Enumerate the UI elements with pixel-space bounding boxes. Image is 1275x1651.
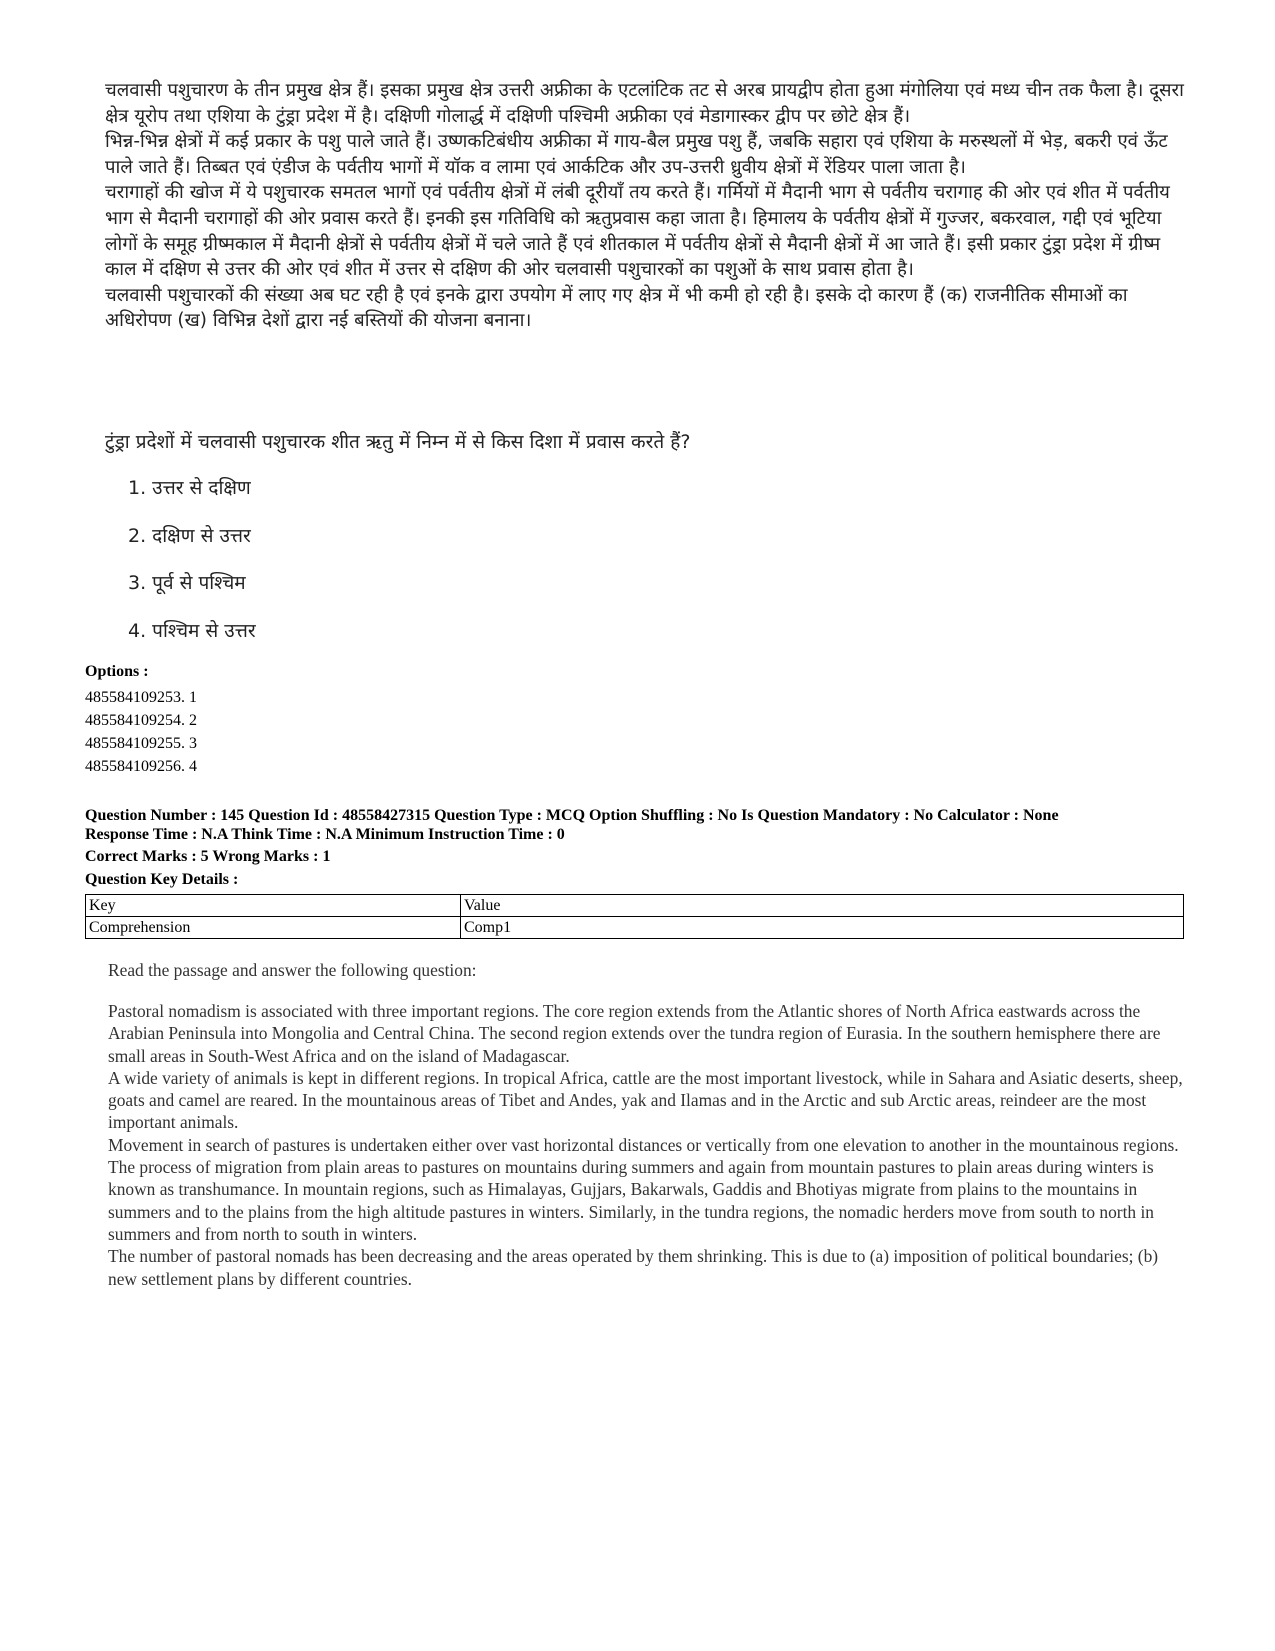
table-header-cell: Value bbox=[461, 895, 1184, 917]
question-meta-line: Question Number : 145 Question Id : 48558427315 Question Type : MCQ Option Shuffling : No Is Question Mandatory : No Calculator : None bbox=[85, 807, 1059, 824]
question-meta-line: Response Time : N.A Think Time : N.A Minimum Instruction Time : 0 bbox=[85, 826, 565, 843]
hindi-choice: 2. दक्षिण से उत्तर bbox=[128, 524, 251, 547]
english-instruction: Read the passage and answer the following question: bbox=[108, 960, 477, 980]
english-section bbox=[108, 958, 1188, 1290]
hindi-passage bbox=[105, 78, 1185, 334]
hindi-choice: 3. पूर्व से पश्चिम bbox=[128, 572, 246, 594]
hindi-passage-paragraph: चलवासी पशुचारकों की संख्या अब घट रही है एवं इनके द्वारा उपयोग में लाए गए क्षेत्र में भी कमी हो रही है। इसके दो कारण हैं (क) राजनीतिक सीमाओं का अधिरोपण (ख) विभिन्न देशों द्वारा नई बस्तियों की योजना बनाना। bbox=[105, 284, 1128, 332]
hindi-choice: 4. पश्चिम से उत्तर bbox=[128, 619, 256, 642]
option-item: 485584109253. 1 bbox=[85, 689, 197, 706]
hindi-passage-paragraph: चलवासी पशुचारण के तीन प्रमुख क्षेत्र हैं। इसका प्रमुख क्षेत्र उत्तरी अफ्रीका के एटलांटिक तट से अरब प्रायद्वीप होता हुआ मंगोलिया एवं मध्य चीन तक फैला है। दूसरा क्षेत्र यूरोप तथा एशिया के टुंड्रा प्रदेश में है। दक्षिणी गोलार्द्ध में दक्षिणी पश्चिमी अफ्रीका एवं मेडागास्कर द्वीप पर छोटे क्षेत्र हैं। bbox=[105, 80, 1184, 127]
marks-line: Correct Marks : 5 Wrong Marks : 1 bbox=[85, 848, 331, 865]
table-row bbox=[86, 917, 1184, 939]
table-header-cell: Key bbox=[86, 895, 461, 917]
option-item: 485584109256. 4 bbox=[85, 758, 197, 775]
key-details-label: Question Key Details : bbox=[85, 871, 239, 888]
option-item: 485584109254. 2 bbox=[85, 712, 197, 729]
question-meta bbox=[85, 806, 1059, 844]
english-passage bbox=[108, 1000, 1188, 1290]
options-list bbox=[85, 686, 197, 778]
hindi-passage-paragraph: चरागाहों की खोज में ये पशुचारक समतल भागों एवं पर्वतीय क्षेत्रों में लंबी दूरीयाँ तय करते हैं। गर्मियों में मैदानी भाग से पर्वतीय चरागाह की ओर एवं शीत में पर्वतीय भाग से मैदानी चरागाहों की ओर प्रवास करते हैं। इनकी इस गतिविधि को ऋतुप्रवास कहा जाता है। हिमालय के पर्वतीय क्षेत्रों में गुज्जर, बकरवाल, गद्दी एवं भूटिया लोगों के समूह ग्रीष्मकाल में मैदानी क्षेत्रों से पर्वतीय क्षेत्रों में चले जाते हैं एवं शीतकाल में पर्वतीय क्षेत्रों से मैदानी क्षेत्रों में आ जाते हैं। इसी प्रकार टुंड्रा प्रदेश में ग्रीष्म काल में दक्षिण से उत्तर की ओर एवं शीत में उत्तर से दक्षिण की ओर चलवासी पशुचारकों का पशुओं के साथ प्रवास होता है। bbox=[105, 182, 1170, 281]
key-details-table bbox=[85, 894, 1184, 939]
english-passage-paragraph: The number of pastoral nomads has been decreasing and the areas operated by them shrinking. This is due to (a) imposition of political boundaries; (b) new settlement plans by different countries. bbox=[108, 1246, 1159, 1289]
table-cell: Comprehension bbox=[86, 917, 461, 939]
hindi-choice-list bbox=[128, 474, 256, 664]
english-passage-paragraph: Pastoral nomadism is associated with three important regions. The core region extends from the Atlantic shores of North Africa eastwards across the Arabian Peninsula into Mongolia and Central China. The second region extends over the tundra region of Eurasia. In the southern hemisphere there are small areas in South-West Africa and on the island of Madagascar. bbox=[108, 1001, 1161, 1066]
english-passage-paragraph: Movement in search of pastures is undertaken either over vast horizontal distances or vertically from one elevation to another in the mountainous regions. The process of migration from plain areas to pastures on mountains during summers and again from mountain pastures to plain areas during winters is known as transhumance. In mountain regions, such as Himalayas, Gujjars, Bakarwals, Gaddis and Bhotiyas migrate from plains to the mountains in summers and to the plains from the high altitude pastures in winters. Similarly, in the tundra regions, the nomadic herders move from south to north in summers and from north to south in winters. bbox=[108, 1134, 1179, 1244]
table-cell: Comp1 bbox=[461, 917, 1184, 939]
options-label: Options : bbox=[85, 663, 149, 680]
option-item: 485584109255. 3 bbox=[85, 735, 197, 752]
hindi-passage-paragraph: भिन्न-भिन्न क्षेत्रों में कई प्रकार के पशु पाले जाते हैं। उष्णकटिबंधीय अफ्रीका में गाय-बैल प्रमुख पशु हैं, जबकि सहारा एवं एशिया के मरुस्थलों में भेड़, बकरी एवं ऊँट पाले जाते हैं। तिब्बत एवं एंडीज के पर्वतीय भागों में यॉक व लामा एवं आर्कटिक और उप-उत्तरी ध्रुवीय क्षेत्रों में रेंडियर पाला जाता है। bbox=[105, 131, 1168, 178]
table-header-row bbox=[86, 895, 1184, 917]
hindi-question-text: टुंड्रा प्रदेशों में चलवासी पशुचारक शीत ऋतु में निम्न में से किस दिशा में प्रवास करते हैं? bbox=[105, 431, 691, 453]
hindi-choice: 1. उत्तर से दक्षिण bbox=[128, 477, 251, 499]
english-passage-paragraph: A wide variety of animals is kept in different regions. In tropical Africa, cattle are the most important livestock, while in Sahara and Asiatic deserts, sheep, goats and camel are reared. In the mountainous areas of Tibet and Andes, yak and Ilamas and in the Arctic and sub Arctic areas, reindeer are the most important animals. bbox=[108, 1067, 1183, 1133]
